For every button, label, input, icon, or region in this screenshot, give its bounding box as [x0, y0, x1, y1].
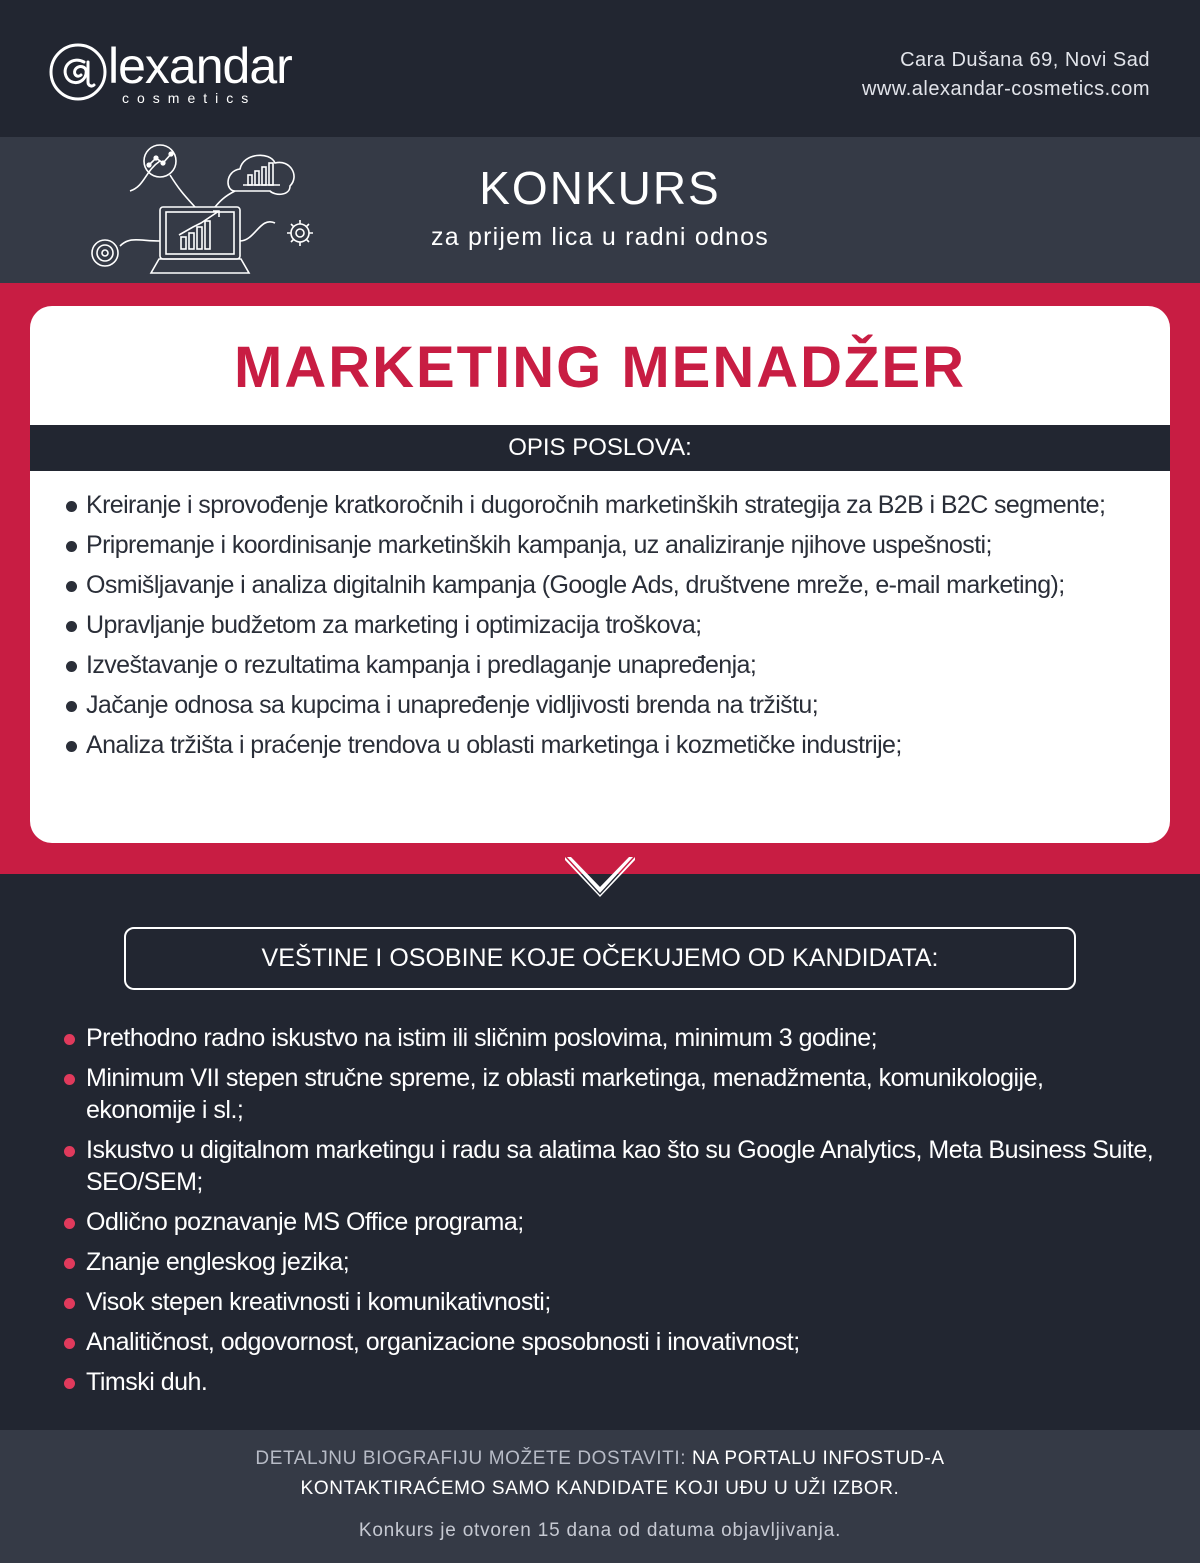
cv-portal: NA PORTALU INFOSTUD-A — [692, 1448, 945, 1469]
list-item: Znanje engleskog jezika; — [64, 1246, 1154, 1278]
list-item: Jačanje odnosa sa kupcima i unapređenje vidljivosti brenda na tržištu; — [66, 689, 1156, 721]
job-title: MARKETING MENADŽER — [234, 335, 966, 400]
list-item: Prethodno radno iskustvo na istim ili sličnim poslovima, minimum 3 godine; — [64, 1022, 1154, 1054]
contact-info — [862, 46, 1150, 104]
website-link[interactable]: www.alexandar-cosmetics.com — [861, 78, 1150, 100]
list-item: Osmišljavanje i analiza digitalnih kampanja (Google Ads, društvene mreže, e-mail marketing); — [66, 569, 1156, 601]
contact-note: KONTAKTIRAĆEMO SAMO KANDIDATE KOJI UĐU U UŽI IZBOR. — [300, 1478, 900, 1499]
list-item: Upravljanje budžetom za marketing i optimizacija troškova; — [66, 609, 1156, 641]
list-item: Timski duh. — [64, 1366, 1154, 1398]
list-item: Visok stepen kreativnosti i komunikativnosti; — [64, 1286, 1154, 1318]
skills-heading: VEŠTINE I OSOBINE KOJE OČEKUJEMO OD KANDIDATA: — [124, 927, 1076, 990]
job-card — [30, 306, 1170, 843]
chevron-down-icon — [565, 857, 635, 897]
logo-wordmark: lexandar — [108, 38, 292, 94]
list-item: Pripremanje i koordinisanje marketinških kampanja, uz analiziranje njihove uspešnosti; — [66, 529, 1156, 561]
list-item: Iskustvo u digitalnom marketingu i radu sa alatima kao što su Google Analytics, Meta Business Suite, SEO/SEM; — [64, 1134, 1154, 1198]
address: Cara Dušana 69, Novi Sad — [900, 49, 1150, 71]
duties-heading: OPIS POSLOVA: — [30, 425, 1170, 471]
company-logo — [48, 38, 328, 108]
footer — [0, 1430, 1200, 1563]
page-title: KONKURS — [479, 162, 721, 214]
page-subtitle: za prijem lica u radni odnos — [431, 223, 769, 251]
header — [0, 0, 1200, 137]
list-item: Analiza tržišta i praćenje trendova u oblasti marketinga i kozmetičke industrije; — [66, 729, 1156, 761]
list-item: Odlično poznavanje MS Office programa; — [64, 1206, 1154, 1238]
cv-label: DETALJNU BIOGRAFIJU MOŽETE DOSTAVITI: — [255, 1448, 687, 1469]
deadline-note: Konkurs je otvoren 15 dana od datuma objavljivanja. — [358, 1520, 842, 1541]
list-item: Analitičnost, odgovornost, organizacione sposobnosti i inovativnost; — [64, 1326, 1154, 1358]
logo-subtitle: cosmetics — [122, 90, 257, 106]
list-item: Kreiranje i sprovođenje kratkoročnih i dugoročnih marketinških strategija za B2B i B2C segmente; — [66, 489, 1156, 521]
list-item: Izveštavanje o rezultatima kampanja i predlaganje unapređenja; — [66, 649, 1156, 681]
skills-list — [64, 1022, 1154, 1406]
cv-submission-line — [0, 1448, 1200, 1470]
logo-swirl-icon — [48, 42, 108, 102]
duties-list — [66, 489, 1156, 769]
list-item: Minimum VII stepen stručne spreme, iz oblasti marketinga, menadžmenta, komunikologije, ekonomije i sl.; — [64, 1062, 1154, 1126]
hero-banner — [0, 137, 1200, 283]
